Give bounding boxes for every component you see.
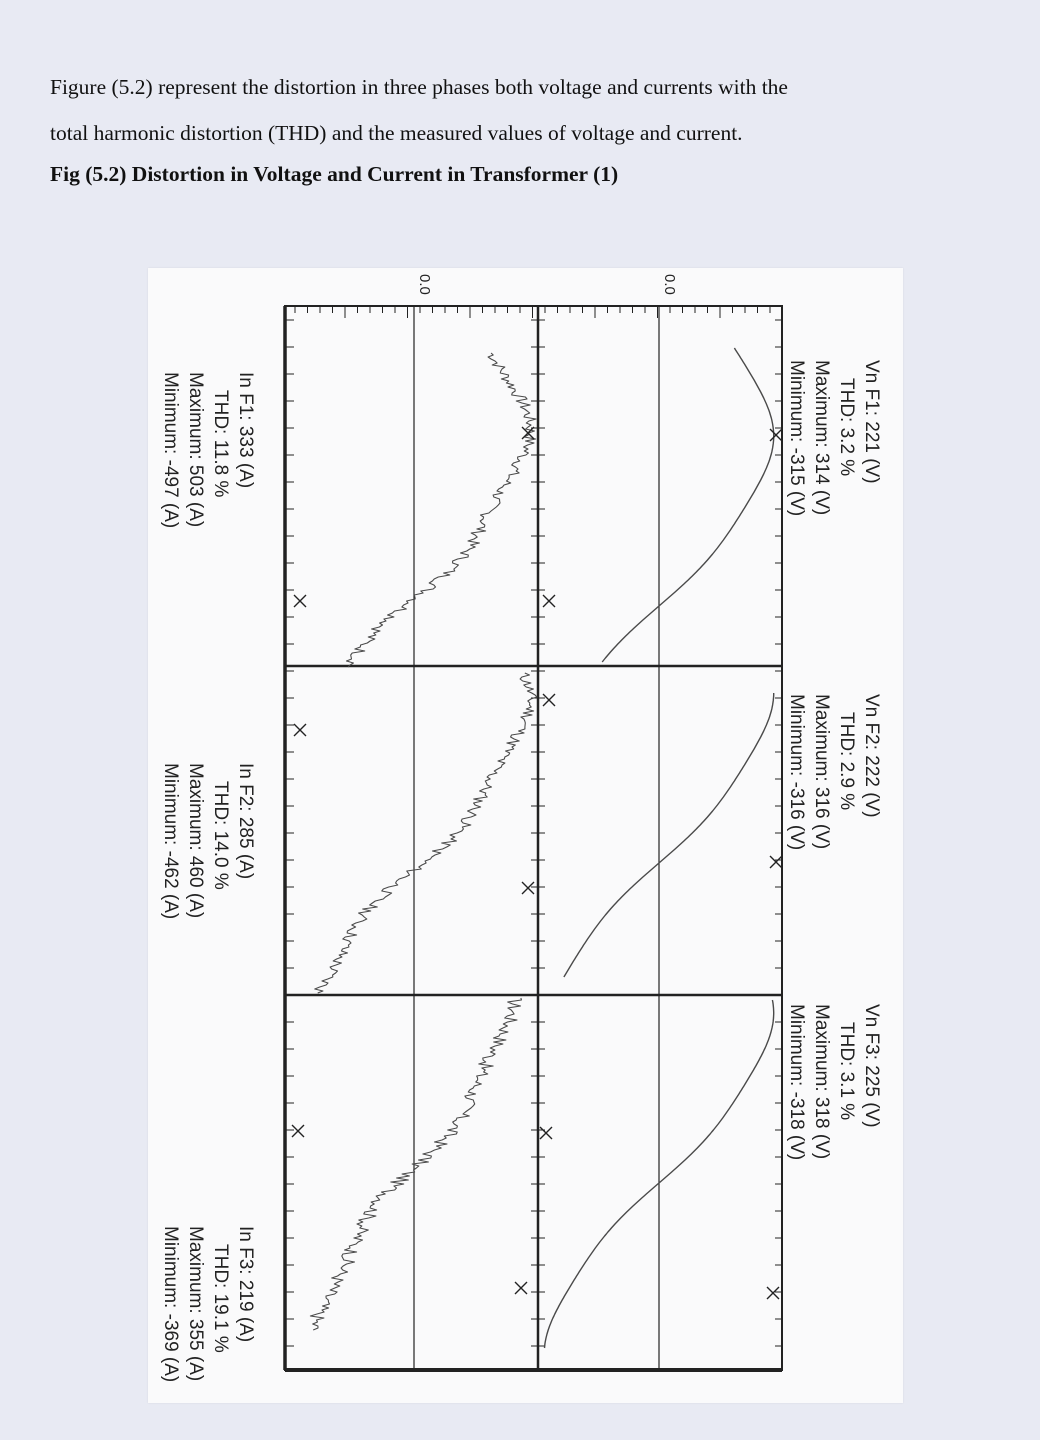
voltage-min-marker-f3 (540, 1127, 552, 1139)
current-min-marker-f2 (294, 724, 306, 736)
current-readout-f1-line-2: THD: 11.8 % (210, 390, 231, 498)
voltage-readout-f3-line-3: Maximum: 318 (V) (811, 1004, 832, 1160)
current-readout-f2-line-4: Minimum: -462 (A) (160, 763, 181, 920)
current-trace-f3 (310, 998, 521, 1330)
current-max-marker-f3 (515, 1282, 527, 1294)
voltage-readout-f3-line-2: THD: 3.1 % (836, 1022, 857, 1121)
voltage-readout-f1-line-4: Minimum: -315 (V) (786, 360, 807, 517)
voltage-readout-f2-line-3: Maximum: 316 (V) (811, 694, 832, 850)
current-trace-f2 (315, 673, 537, 993)
intro-line-2: total harmonic distortion (THD) and the measured values of voltage and current. (50, 121, 743, 145)
voltage-trace-f1 (602, 348, 774, 662)
intro-paragraph (50, 64, 990, 156)
intro-line-1: Figure (5.2) represent the distortion in three phases both voltage and currents with the (50, 75, 788, 99)
voltage-readout-f2-line-4: Minimum: -316 (V) (786, 694, 807, 851)
voltage-readout-f1-line-2: THD: 3.2 % (836, 378, 857, 477)
voltage-readout-f2-line-1: Vn F2: 222 (V) (861, 694, 882, 818)
current-readout-f2-line-2: THD: 14.0 % (210, 781, 231, 890)
voltage-max-marker-f3 (767, 1287, 779, 1299)
current-min-marker-f1 (294, 595, 306, 607)
waveform-plot (148, 268, 903, 1403)
voltage-readout-f1-line-3: Maximum: 314 (V) (811, 360, 832, 516)
current-trace-f1 (347, 353, 537, 667)
voltage-trace-f2 (564, 693, 774, 977)
voltage-readout-f1-line-1: Vn F1: 221 (V) (861, 360, 882, 484)
plot-frame (285, 306, 782, 1370)
current-readout-f2-line-1: In F2: 285 (A) (235, 763, 256, 880)
voltage-zero-label: 0.0 (661, 274, 678, 295)
current-readout-f3-line-2: THD: 19.1 % (210, 1244, 231, 1353)
voltage-max-marker-f2 (770, 856, 782, 868)
voltage-max-marker-f1 (770, 429, 782, 441)
voltage-min-marker-f1 (543, 595, 555, 607)
current-min-marker-f3 (292, 1125, 304, 1137)
current-readout-f2-line-3: Maximum: 460 (A) (185, 763, 206, 919)
current-max-marker-f2 (522, 882, 534, 894)
current-readout-f3-line-1: In F3: 219 (A) (235, 1226, 256, 1343)
voltage-readout-f2-line-2: THD: 2.9 % (836, 712, 857, 811)
current-readout-f1-line-1: In F1: 333 (A) (235, 372, 256, 489)
current-readout-f3-line-4: Minimum: -369 (A) (160, 1226, 181, 1383)
voltage-min-marker-f2 (543, 694, 555, 706)
figure-caption: Fig (5.2) Distortion in Voltage and Current in Transformer (1) (50, 162, 619, 186)
current-readout-f1-line-4: Minimum: -497 (A) (160, 372, 181, 529)
voltage-readout-f3-line-4: Minimum: -318 (V) (786, 1004, 807, 1161)
current-readout-f3-line-3: Maximum: 355 (A) (185, 1226, 206, 1382)
current-readout-f1-line-3: Maximum: 503 (A) (185, 372, 206, 528)
voltage-readout-f3-line-1: Vn F3: 225 (V) (861, 1004, 882, 1128)
current-zero-label: 0.0 (416, 274, 433, 295)
